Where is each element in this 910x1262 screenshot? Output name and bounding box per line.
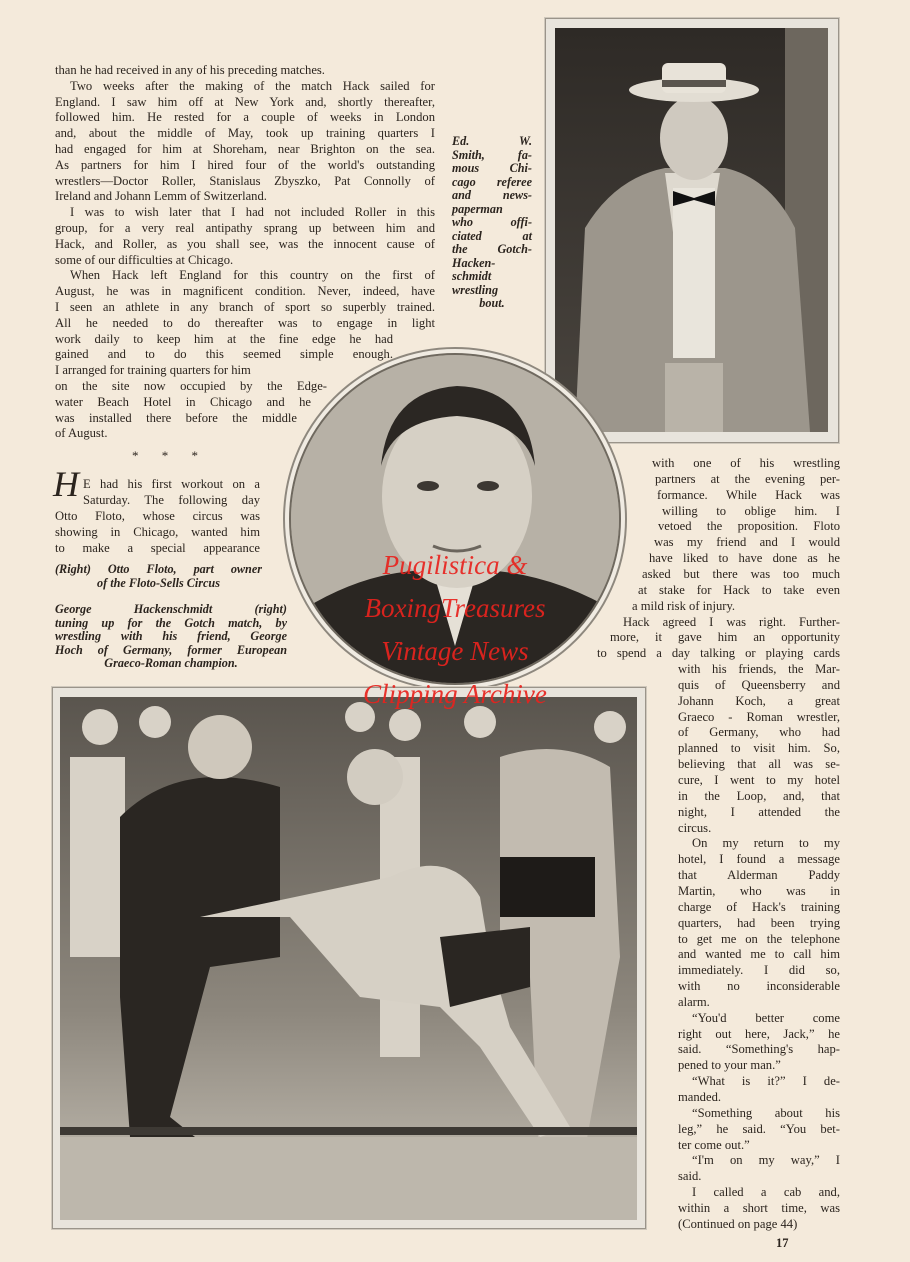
caption-line: Hoch of Germany, former European <box>55 642 287 657</box>
text-line: with his friends, the Mar- <box>678 662 840 677</box>
text-line: said. “Something's hap- <box>678 1042 840 1057</box>
text-line: “I'm on my way,” I <box>692 1153 840 1168</box>
text-line: work daily to keep him at the fine edge he had <box>55 331 393 346</box>
section-break: * * * <box>132 448 208 463</box>
text-line: Hack agreed I was right. Further- <box>623 614 840 629</box>
text-line: Saturday. The following day <box>83 493 260 507</box>
text-line: Otto Floto, whose circus was <box>55 509 260 523</box>
text-line: I was to wish later that I had not included Roller in this <box>70 205 435 220</box>
text-line: and wanted me to call him <box>678 947 840 962</box>
text-line: August, he was in magnificent condition. Never, indeed, have <box>55 284 435 299</box>
caption-line: the Gotch- <box>452 242 532 256</box>
text-line: some of our difficulties at Chicago. <box>55 252 234 267</box>
text-line: I arranged for training quarters for him <box>55 363 251 378</box>
text-line: circus. <box>678 820 712 835</box>
watermark-line: Clipping Archive <box>363 679 547 709</box>
text-line: ter come out.” <box>678 1137 750 1152</box>
text-line: formance. While Hack was <box>657 487 840 502</box>
text-line: partners at the evening per- <box>655 471 840 486</box>
text-line: a mild risk of injury. <box>632 598 736 613</box>
text-line: within a short time, was <box>678 1200 840 1215</box>
text-line: of August. <box>55 426 108 441</box>
text-line: more, it gave him an opportunity <box>610 630 840 645</box>
text-line: to get me on the telephone <box>678 931 840 946</box>
caption-line: schmidt <box>452 269 492 283</box>
caption-line: ciated at <box>452 228 532 243</box>
text-line: night, I attended the <box>678 804 840 819</box>
caption-line: wrestling <box>452 282 499 297</box>
text-line: E had his first workout on a <box>83 477 260 491</box>
text-line: “You'd better come <box>692 1010 840 1025</box>
text-line: was my friend and I would <box>654 535 840 550</box>
text-line: asked but there was too much <box>642 566 840 581</box>
text-line: was installed there before the middle <box>55 410 297 425</box>
text-line: showing in Chicago, wanted him <box>55 525 260 539</box>
caption-line: Ed. W. <box>452 134 532 148</box>
text-line: “What is it?” I de- <box>692 1074 840 1089</box>
text-line: Johann Koch, a great <box>678 693 840 708</box>
text-line: with no inconsiderable <box>678 979 840 994</box>
photo-hackenschmidt-wrestling <box>60 697 637 1220</box>
caption-line: tuning up for the Gotch match, by <box>55 615 287 630</box>
text-line: followed him. He rested for a couple of weeks in London <box>55 110 435 125</box>
text-line: group, for a very real antipathy sprang up between him and <box>55 221 435 235</box>
text-line: Ireland and Johann Lemm of Switzerland. <box>55 189 267 204</box>
text-line: at stake for Hack to take even <box>638 582 840 597</box>
page-number: 17 <box>776 1236 789 1250</box>
watermark-line: Vintage News <box>381 636 529 666</box>
caption-line: bout. <box>479 296 505 310</box>
text-line: immediately. I did so, <box>678 963 840 978</box>
text-line: England. I saw him off at New York and, shortly thereafter, <box>55 94 435 109</box>
text-line: believing that all was se- <box>678 757 840 772</box>
text-line: with one of his wrestling <box>652 456 840 470</box>
text-line: planned to visit him. So, <box>678 741 840 756</box>
text-line: quarters, had been trying <box>678 915 840 930</box>
text-line: pened to your man.” <box>678 1058 781 1073</box>
text-line: and, about the middle of May, took up training quarters I <box>55 126 435 141</box>
text-line: (Continued on page 44) <box>678 1216 798 1231</box>
watermark-line: BoxingTreasures <box>364 593 546 623</box>
caption-line: paperman <box>452 201 503 216</box>
caption-line: of the Floto-Sells Circus <box>97 575 220 590</box>
text-line: willing to oblige him. I <box>662 503 840 518</box>
text-line: wrestlers—Doctor Roller, Stanislaus Zbyszko, Pat Connolly of <box>55 173 435 188</box>
caption-line: wrestling with his friend, George <box>55 629 287 643</box>
text-line: that Alderman Paddy <box>678 868 840 883</box>
text-line: As partners for him I hired four of the world's outstanding <box>55 157 435 172</box>
caption-line: and news- <box>452 188 532 202</box>
caption-line: Smith, fa- <box>452 147 532 162</box>
caption-line: Graeco-Roman champion. <box>104 656 238 670</box>
caption-line: who offi- <box>452 215 532 229</box>
text-line: on the site now occupied by the Edge- <box>55 379 327 393</box>
caption-line: Hacken- <box>452 255 496 270</box>
text-line: I seen an athlete in any branch of sport so superbly trained. <box>55 300 435 314</box>
text-line: Martin, who was in <box>678 883 840 898</box>
text-line: in the Loop, and, that <box>678 788 840 803</box>
text-line: When Hack left England for this country on the first of <box>70 268 435 283</box>
text-line: Two weeks after the making of the match Hack sailed for <box>70 78 435 93</box>
text-line: gained and to do this seemed simple enough. <box>55 347 393 362</box>
text-line: alarm. <box>678 994 710 1009</box>
text-line: All he needed to do thereafter was to engage in light <box>55 315 435 330</box>
text-line: Graeco - Roman wrestler, <box>678 709 840 724</box>
text-line: to make a special appearance <box>55 541 260 555</box>
text-line: Hack, and Roller, as you shall see, was the innocent cause of <box>55 236 435 251</box>
text-line: cure, I went to my hotel <box>678 773 840 787</box>
text-line: said. <box>678 1169 702 1184</box>
text-line: “Something about his <box>692 1105 840 1120</box>
text-line: of Germany, who had <box>678 725 840 740</box>
text-line: hotel, I found a message <box>678 852 840 867</box>
caption-line: cago referee <box>452 174 532 189</box>
text-line: have liked to have done as he <box>649 551 840 566</box>
text-line: than he had received in any of his preceding matches. <box>55 63 325 77</box>
text-line: leg,” he said. “You bet- <box>678 1121 840 1136</box>
caption-line: (Right) Otto Floto, part owner <box>55 562 262 576</box>
text-line: had engaged for him at Shoreham, near Brighton on the sea. <box>55 142 435 156</box>
caption-line: George Hackenschmidt (right) <box>55 602 287 616</box>
text-line: quis of Queensberry and <box>678 677 840 692</box>
text-line: manded. <box>678 1090 722 1104</box>
text-line: I called a cab and, <box>692 1185 840 1200</box>
drop-cap: H <box>53 464 79 504</box>
watermark-line: Pugilistica & <box>382 550 528 580</box>
text-line: right out here, Jack,” he <box>678 1026 840 1041</box>
text-line: water Beach Hotel in Chicago and he <box>55 394 311 409</box>
text-line: vetoed the proposition. Floto <box>658 519 840 534</box>
caption-line: mous Chi- <box>452 161 532 175</box>
text-line: to spend a day talking or playing cards <box>597 646 840 661</box>
text-line: On my return to my <box>692 836 840 851</box>
text-line: charge of Hack's training <box>678 899 840 914</box>
